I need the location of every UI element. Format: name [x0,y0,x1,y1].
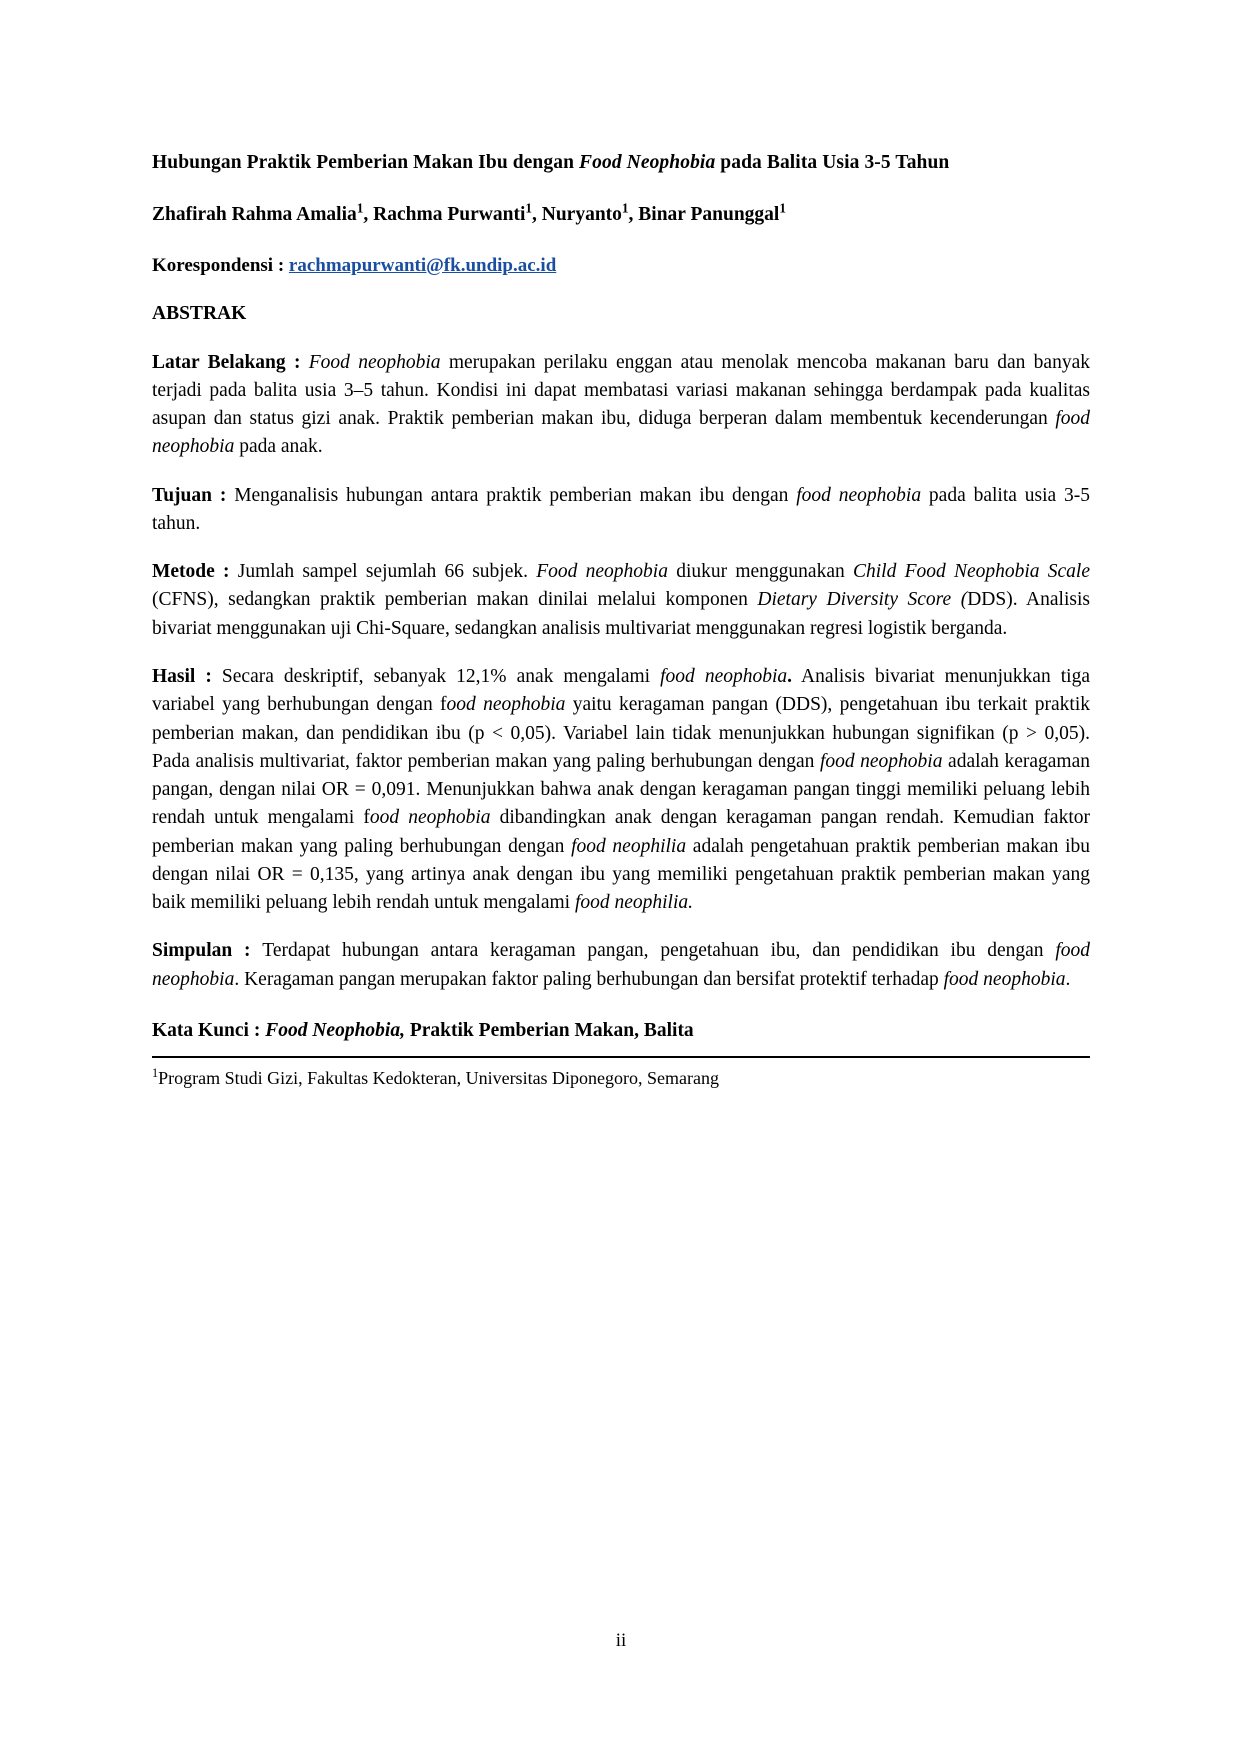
keywords-rest: Praktik Pemberian Makan, Balita [404,1019,694,1041]
author-2-affiliation-marker: 1 [525,200,532,216]
abstract-heading: ABSTRAK [152,302,247,324]
section-metode [152,558,1090,643]
section-label-tujuan: Tujuan : [152,484,235,506]
section-body-tujuan: Menganalisis hubungan antara praktik pemberian makan ibu dengan food neophobia pada balita usia 3-5 tahun. [152,484,1090,534]
section-body-metode: Jumlah sampel sejumlah 66 subjek. Food neophobia diukur menggunakan Child Food Neophobia Scale (CFNS), sedangkan praktik pemberian makan dinilai melalui komponen Dietary Diversity Score (DDS). Analisis bivariat menggunakan uji Chi-Square, sedangkan analisis multivariat menggunakan regresi logistik berganda. [152,561,1091,639]
section-label-simpulan: Simpulan : [152,940,263,962]
footnote-divider [152,1056,1090,1058]
page-title [152,150,1090,176]
author-4: , Binar Panunggal [628,204,780,226]
correspondence-email-link[interactable]: rachmapurwanti@fk.undip.ac.id [288,254,557,276]
affiliation-footnote [152,1066,1090,1090]
keywords-line [152,1020,1090,1042]
keywords-label: Kata Kunci : [152,1019,266,1041]
footnote-text: Program Studi Gizi, Fakultas Kedokteran, Universitas Diponegoro, Semarang [158,1067,720,1088]
section-label-hasil: Hasil : [152,666,222,688]
author-3-affiliation-marker: 1 [621,200,629,216]
section-hasil [152,663,1090,917]
section-tujuan [152,482,1090,539]
section-simpulan [152,937,1090,994]
correspondence-line [152,255,1090,277]
page-number: ii [615,1630,627,1651]
title-italic-term: Food Neophobia [579,152,716,173]
abstract-content [152,150,1090,1090]
section-body-simpulan: Terdapat hubungan antara keragaman pangan, pengetahuan ibu, dan pendidikan ibu dengan food neophobia. Keragaman pangan merupakan faktor paling berhubungan dan bersifat protektif terhadap food neophobia. [152,940,1090,990]
section-label-latar-belakang: Latar Belakang : [152,351,309,373]
author-1-affiliation-marker: 1 [356,200,364,216]
title-prefix: Hubungan Praktik Pemberian Makan Ibu dengan [152,152,580,173]
footnote-marker: 1 [152,1065,159,1080]
author-2: , Rachma Purwanti [363,204,526,226]
section-body-hasil: Secara deskriptif, sebanyak 12,1% anak mengalami food neophobia. Analisis bivariat menunjukkan tiga variabel yang berhubungan dengan food neophobia yaitu keragaman pangan (DDS), pengetahuan ibu terkait praktik pemberian makan, dan pendidikan ibu (p < 0,05). Variabel lain tidak menunjukkan hubungan signifikan (p > 0,05). Pada analisis multivariat, faktor pemberian makan yang paling berhubungan dengan food neophobia adalah keragaman pangan, dengan nilai OR = 0,091. Menunjukkan bahwa anak dengan keragaman pangan tinggi memiliki peluang lebih rendah untuk mengalami food neophobia dibandingkan anak dengan keragaman pangan rendah. Kemudian faktor pemberian makan yang paling berhubungan dengan food neophilia adalah pengetahuan praktik pemberian makan ibu dengan nilai OR = 0,135, yang artinya anak dengan ibu yang memiliki pengetahuan praktik pemberian makan yang baik memiliki peluang lebih rendah untuk mengalami food neophilia. [152,666,1091,914]
title-suffix: pada Balita Usia 3-5 Tahun [715,152,950,173]
section-latar-belakang [152,349,1090,462]
section-body-latar-belakang: Food neophobia merupakan perilaku enggan atau menolak mencoba makanan baru dan banyak terjadi pada balita usia 3–5 tahun. Kondisi ini dapat membatasi variasi makanan sehingga berdampak pada kualitas asupan dan status gizi anak. Praktik pemberian makan ibu, diduga berperan dalam membentuk kecenderungan food neophobia pada anak. [152,351,1090,458]
author-list [152,202,1090,228]
keywords-italic-term: Food Neophobia, [265,1019,405,1041]
author-3: , Nuryanto [531,204,622,226]
section-label-metode: Metode : [152,561,238,583]
author-4-affiliation-marker: 1 [779,200,786,216]
author-1: Zhafirah Rahma Amalia [152,204,357,226]
correspondence-label: Korespondensi : [152,254,289,276]
